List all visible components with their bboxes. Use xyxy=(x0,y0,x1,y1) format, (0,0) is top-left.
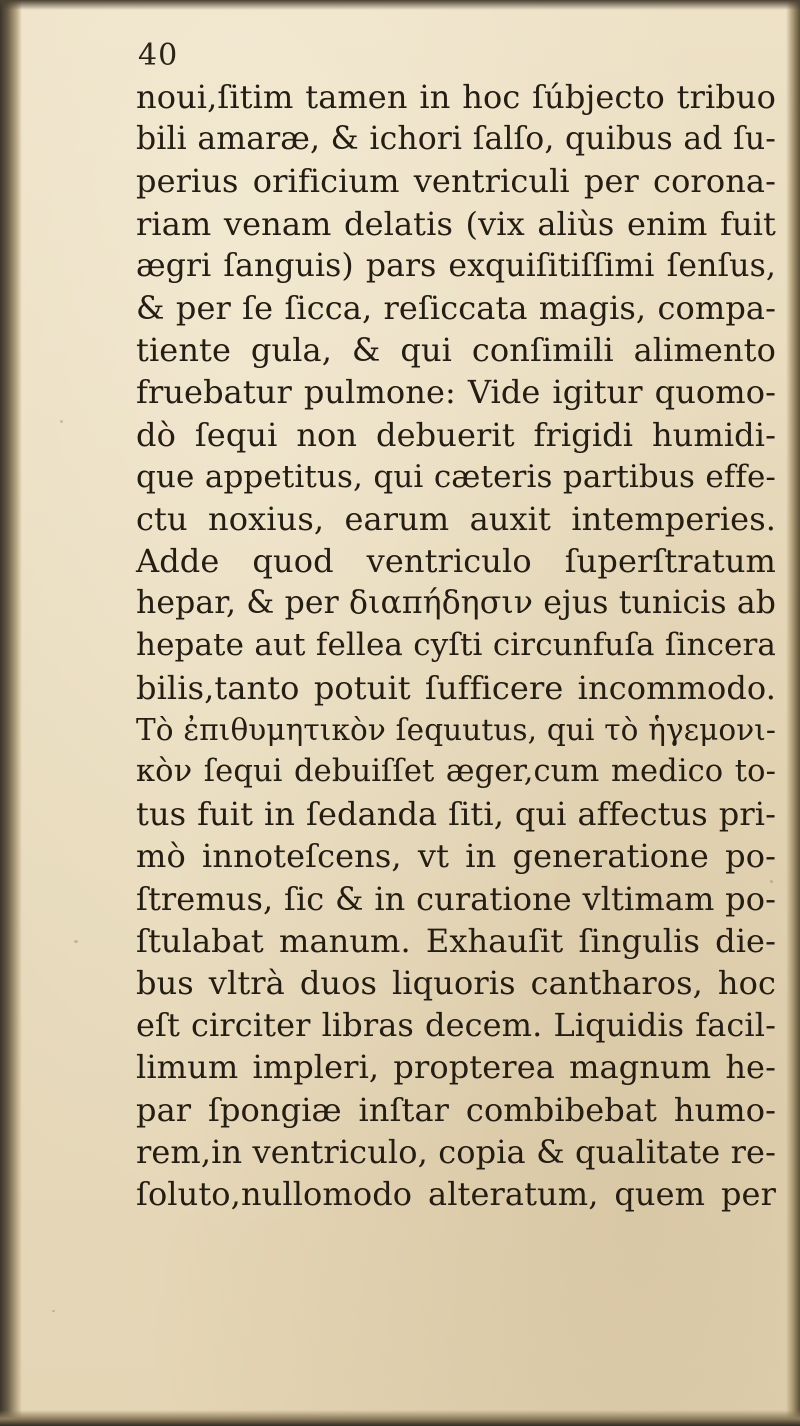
text-line: riam venam delatis (vix aliùs enim fuit xyxy=(136,204,776,243)
text-line: eſt circiter libras decem. Liquidis facil- xyxy=(136,1006,776,1045)
binding-gutter xyxy=(0,0,22,1426)
text-line: noui,ſitim tamen in hoc ſúbjecto tribuo xyxy=(136,78,776,116)
text-line: tiente gula, & qui conſimili alimento xyxy=(136,331,776,370)
text-line: rem,in ventriculo, copia & qualitate re- xyxy=(136,1132,776,1171)
text-line: Adde quod ventriculo ſuperſtratum xyxy=(136,542,776,581)
text-line: fruebatur pulmone: Vide igitur quomo- xyxy=(136,373,776,412)
paper-speck xyxy=(74,940,78,943)
paper-speck xyxy=(52,1310,55,1312)
text-line: ſoluto,nullomodo alteratum, quem per xyxy=(136,1174,776,1213)
text-line: ægri ſanguis) pars exquiſitiſſimi ſenſus, xyxy=(136,247,776,284)
text-line: hepate aut fellea cyſti circunfuſa ſincera xyxy=(136,627,776,664)
page-right-edge xyxy=(786,0,800,1426)
paper-speck xyxy=(60,420,63,423)
text-line: bus vltrà duos liquoris cantharos, hoc xyxy=(136,963,776,1002)
text-line: limum impleri, propterea magnum he- xyxy=(136,1048,776,1087)
text-line: Τὸ ἐπιθυμητικὸν ſequutus, qui τὸ ἡγεμονι- xyxy=(136,712,776,747)
text-line: tus fuit in ſedanda ſiti, qui affectus pri- xyxy=(136,795,776,834)
body-text xyxy=(136,76,776,1215)
text-line: ſtremus, ſic & in curatione vltimam po- xyxy=(136,879,776,918)
text-line: dò ſequi non debuerit frigidi humidi- xyxy=(136,415,776,454)
text-line: perius orificium ventriculi per corona- xyxy=(136,162,776,201)
page-top-edge xyxy=(0,0,800,10)
page-number: 40 xyxy=(138,38,179,73)
text-line: mò innoteſcens, vt in generatione po- xyxy=(136,837,776,876)
text-line: bilis,tanto potuit ſufficere incommodo. xyxy=(136,668,776,707)
text-line: & per ſe ſicca, reſiccata magis, compa- xyxy=(136,288,776,327)
text-line: que appetitus, qui cæteris partibus effe- xyxy=(136,458,776,495)
text-line: ctu noxius, earum auxit intemperies. xyxy=(136,499,776,538)
text-line: hepar, & per διαπήδησιν ejus tunicis ab xyxy=(136,585,776,622)
text-line: ſtulabat manum. Exhauſit ſingulis die- xyxy=(136,921,776,960)
text-line: bili amaræ, & ichori ſalſo, quibus ad ſu- xyxy=(136,121,776,158)
text-line: κὸν ſequi debuiſſet æger,cum medico to- xyxy=(136,754,776,789)
page-bottom-edge xyxy=(0,1410,800,1426)
text-line: par ſpongiæ inſtar combibebat humo- xyxy=(136,1090,776,1129)
